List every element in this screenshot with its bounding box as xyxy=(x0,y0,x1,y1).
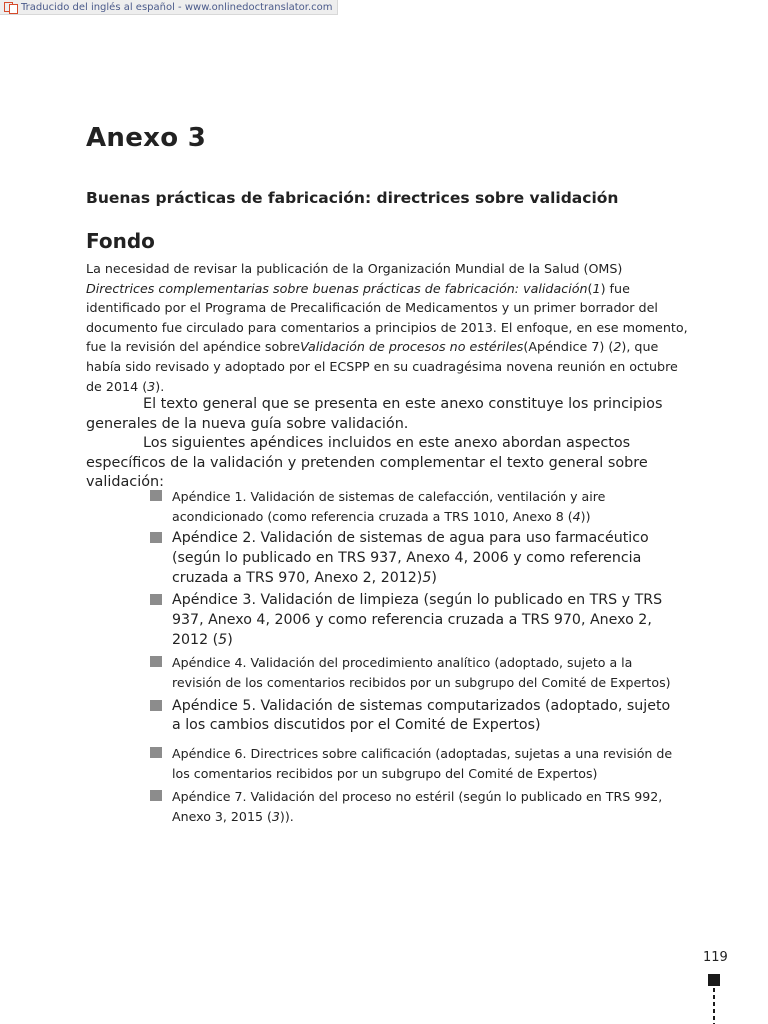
translator-logo-icon xyxy=(4,2,18,12)
page-dashed-line xyxy=(713,988,715,1024)
para1-italic-title: Directrices complementarias sobre buenas prácticas de fabricación: validación xyxy=(86,280,588,296)
general-text-paragraph: El texto general que se presenta en este anexo constituye los principios generales de la nueva guía sobre validación. xyxy=(86,396,663,432)
para1-text-2: ( xyxy=(587,280,593,296)
section-heading: Fondo xyxy=(86,229,155,253)
translation-banner[interactable] xyxy=(0,0,338,15)
translation-banner-text: Traducido del inglés al español - www.onlinedoctranslator.com xyxy=(21,1,333,13)
square-bullet-icon xyxy=(150,594,162,605)
square-bullet-icon xyxy=(150,790,162,801)
para1-text-5: ), que había sido revisado y adoptado por el ECSPP en su cuadragésima novena reunión en octubre de 2014 ( xyxy=(86,339,678,394)
para1-italic-appendix: Validación de procesos no estériles xyxy=(300,339,524,355)
para1-text-3: ) fue identificado por el Programa de Precalificación de Medicamentos y un primer borrador del documento fue circulado para comentarios a principios de 2013. El enfoque, en ese momento, fue la revisión del apéndice sobre xyxy=(86,280,688,355)
list-item: Apéndice 4. Validación del procedimiento analítico (adoptado, sujeto a la revisión de los comentarios recibidos por un subgrupo del Comité de Expertos) xyxy=(150,653,680,692)
square-bullet-icon xyxy=(150,747,162,758)
reference-1: 1 xyxy=(592,280,601,296)
square-bullet-icon xyxy=(150,656,162,667)
annex-title: Anexo 3 xyxy=(86,123,207,153)
list-item: Apéndice 7. Validación del proceso no estéril (según lo publicado en TRS 992, Anexo 3, 2015 (3)). xyxy=(150,787,680,826)
square-bullet-icon xyxy=(150,490,162,501)
reference-2: 2 xyxy=(613,339,622,355)
appendices-intro-paragraph: Los siguientes apéndices incluidos en este anexo abordan aspectos específicos de la validación y pretenden complementar el texto general sobre validación: xyxy=(86,435,648,490)
square-bullet-icon xyxy=(150,700,162,711)
page-number: 119 xyxy=(703,950,728,965)
list-item: Apéndice 3. Validación de limpieza (según lo publicado en TRS y TRS 937, Anexo 4, 2006 y como referencia cruzada a TRS 970, Anexo 2, 2012 (5) xyxy=(150,591,680,650)
appendix-list xyxy=(150,487,680,826)
list-item: Apéndice 5. Validación de sistemas computarizados (adoptado, sujeto a los cambios discutidos por el Comité de Expertos) xyxy=(150,697,680,736)
document-subtitle: Buenas prácticas de fabricación: directrices sobre validación xyxy=(86,189,619,207)
background-paragraph xyxy=(86,259,690,396)
list-item: Apéndice 2. Validación de sistemas de agua para uso farmacéutico (según lo publicado en TRS 937, Anexo 4, 2006 y como referencia cruzada a TRS 970, Anexo 2, 2012)5) xyxy=(150,529,680,588)
list-item: Apéndice 6. Directrices sobre calificación (adoptadas, sujetas a una revisión de los comentarios recibidos por un subgrupo del Comité de Expertos) xyxy=(150,744,680,783)
list-item: Apéndice 1. Validación de sistemas de calefacción, ventilación y aire acondicionado (como referencia cruzada a TRS 1010, Anexo 8 (4)) xyxy=(150,487,680,526)
reference-3: 3 xyxy=(147,378,156,394)
square-bullet-icon xyxy=(150,532,162,543)
para1-text-1: La necesidad de revisar la publicación de la Organización Mundial de la Salud (OMS) xyxy=(86,261,623,276)
para1-text-4: (Apéndice 7) ( xyxy=(523,339,614,355)
page-marker-square xyxy=(708,974,720,986)
para1-text-6: ). xyxy=(155,378,165,394)
